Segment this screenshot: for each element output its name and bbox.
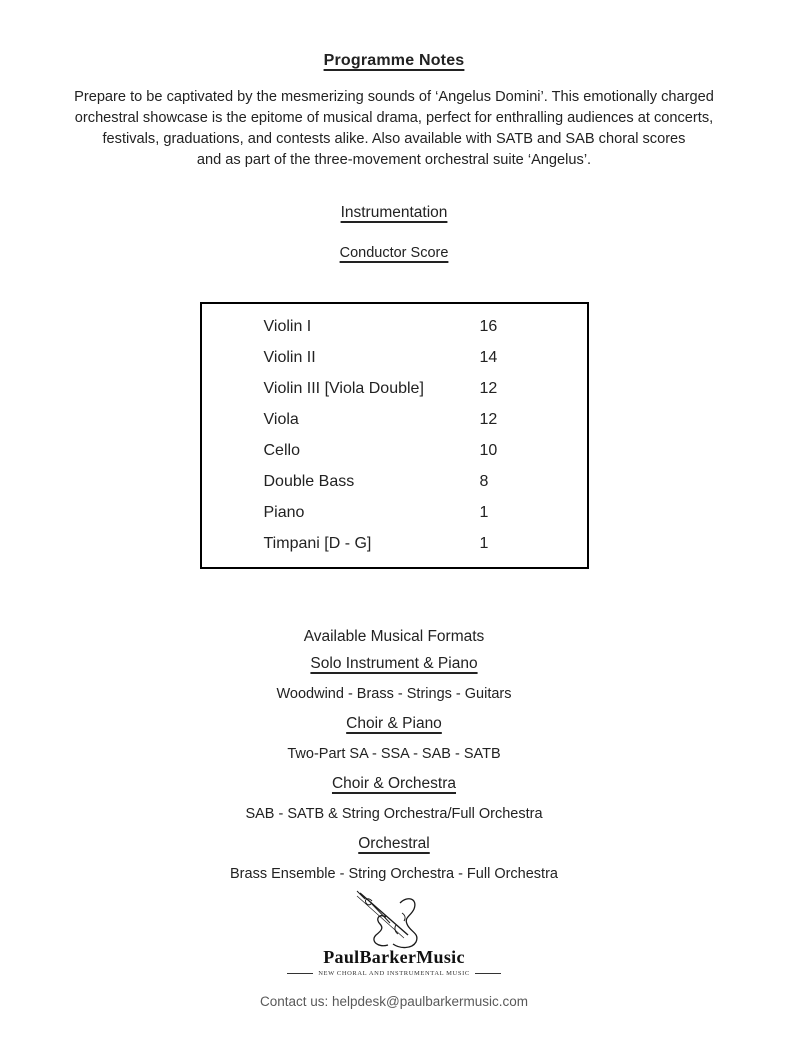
- format-detail: SAB - SATB & String Orchestra/Full Orchestra: [245, 806, 543, 822]
- table-row: [202, 373, 587, 404]
- format-section-choir-orchestra: [0, 775, 788, 822]
- table-row: [202, 528, 587, 559]
- instrument-name: Piano: [263, 504, 305, 521]
- format-section-choir-piano: [0, 715, 788, 762]
- format-detail: Two-Part SA - SSA - SAB - SATB: [287, 746, 501, 762]
- instrument-name: Viola: [263, 411, 299, 428]
- instrument-name: Timpani [D - G]: [263, 535, 372, 552]
- format-title: Solo Instrument & Piano: [310, 655, 478, 672]
- format-title: Choir & Orchestra: [331, 775, 457, 792]
- tagline-text: NEW CHORAL AND INSTRUMENTAL MUSIC: [318, 970, 470, 977]
- tagline-rule-left: [287, 973, 313, 974]
- instrument-name: Violin II: [263, 349, 316, 366]
- table-row: [202, 435, 587, 466]
- instrument-count: 1: [479, 535, 489, 552]
- instrument-count: 12: [479, 411, 498, 428]
- table-row: [202, 342, 587, 373]
- brand-logo: [0, 887, 788, 977]
- instrument-name: Violin I: [263, 318, 312, 335]
- instrument-count: 12: [479, 380, 498, 397]
- instrument-name: Double Bass: [263, 473, 355, 490]
- instrument-count: 10: [479, 442, 498, 459]
- instrument-name: Violin III [Viola Double]: [263, 380, 424, 397]
- instrument-count: 16: [479, 318, 498, 335]
- page-title: Programme Notes: [323, 52, 465, 69]
- instrument-count: 8: [479, 473, 489, 490]
- intro-line: orchestral showcase is the epitome of musical drama, perfect for enthralling audiences at concerts,: [74, 110, 714, 126]
- instrument-count: 14: [479, 349, 498, 366]
- intro-line: and as part of the three-movement orchestral suite ‘Angelus’.: [196, 152, 592, 168]
- brand-name: PaulBarkerMusic: [323, 947, 465, 967]
- format-title: Choir & Piano: [346, 715, 442, 732]
- format-section-orchestral: [0, 835, 788, 882]
- intro-line: festivals, graduations, and contests alike. Also available with SATB and SAB choral scores: [102, 131, 686, 147]
- brand-tagline: [287, 970, 501, 977]
- format-section-solo: [0, 655, 788, 702]
- contact-line: Contact us: helpdesk@paulbarkermusic.com: [259, 994, 529, 1009]
- tagline-rule-right: [475, 973, 501, 974]
- format-detail: Brass Ensemble - String Orchestra - Full Orchestra: [230, 866, 558, 882]
- instrument-name: Cello: [263, 442, 300, 459]
- instrumentation-heading: Instrumentation: [340, 204, 448, 221]
- table-row: [202, 311, 587, 342]
- intro-line: Prepare to be captivated by the mesmerizing sounds of ‘Angelus Domini’. This emotionally charged: [74, 89, 714, 105]
- instrument-count: 1: [479, 504, 489, 521]
- table-row: [202, 404, 587, 435]
- instrumentation-table: [200, 302, 589, 569]
- violin-and-bow-icon: [338, 887, 450, 951]
- conductor-score-heading: Conductor Score: [339, 245, 449, 261]
- intro-paragraph: [0, 87, 788, 171]
- table-row: [202, 466, 587, 497]
- formats-heading: Available Musical Formats: [303, 628, 485, 645]
- format-title: Orchestral: [358, 835, 430, 852]
- table-row: [202, 497, 587, 528]
- format-detail: Woodwind - Brass - Strings - Guitars: [276, 686, 512, 702]
